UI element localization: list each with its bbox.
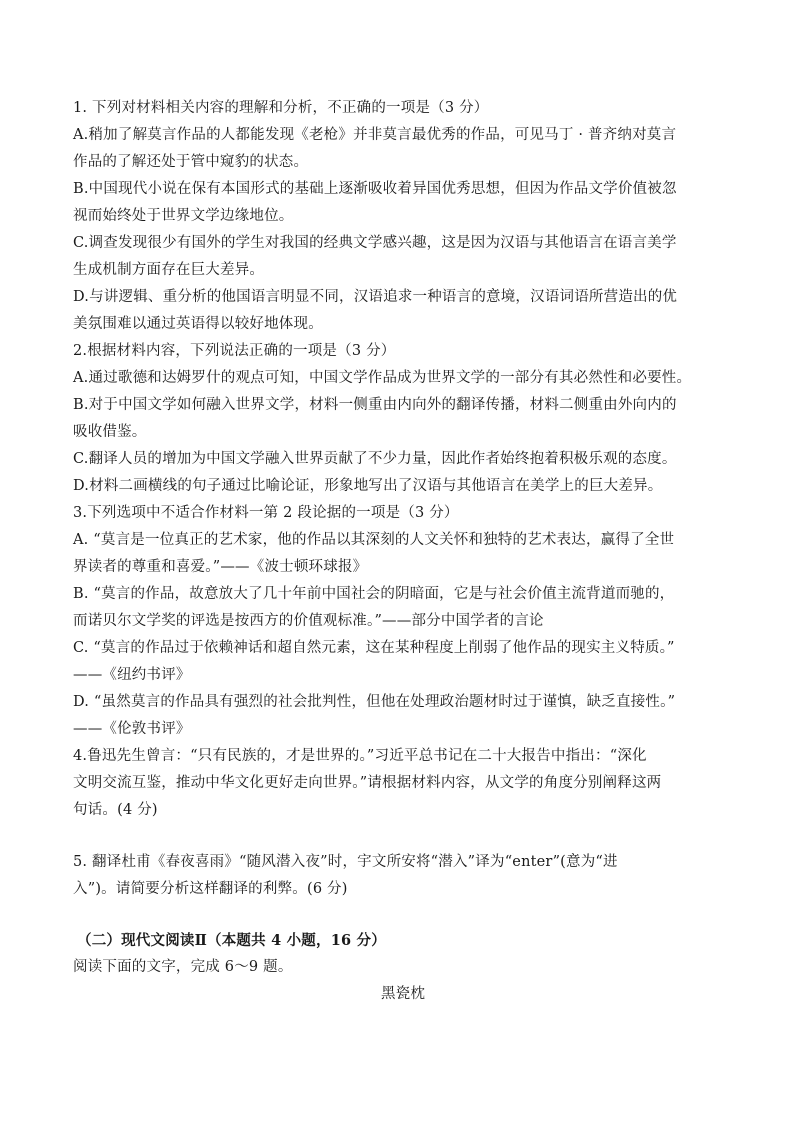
article-title: 黑瓷枕 bbox=[380, 986, 426, 1002]
q1-option-d-line2: 美氛围难以通过英语得以较好地体现。 bbox=[73, 316, 323, 332]
q4-line3: 句话。(4 分) bbox=[73, 802, 158, 818]
q2-option-a-line1: A.通过歌德和达姆罗什的观点可知，中国文学作品成为世界文学的一部分有其必然性和必要性。 bbox=[73, 370, 692, 386]
q3-stem: 3.下列选项中不适合作材料一第 2 段论据的一项是（3 分） bbox=[73, 505, 459, 521]
q3-option-d-line2: ——《伦敦书评》 bbox=[73, 721, 191, 737]
section-heading: （二）现代文阅读Ⅱ（本题共 4 小题，16 分） bbox=[77, 932, 386, 949]
q1-option-d-line1: D.与讲逻辑、重分析的他国语言明显不同，汉语追求一种语言的意境，汉语词语所营造出的优 bbox=[73, 289, 678, 305]
document-page bbox=[73, 95, 733, 1008]
q3-option-c-line2: ——《纽约书评》 bbox=[73, 667, 191, 683]
q1-stem: 1. 下列对材料相关内容的理解和分析，不正确的一项是（3 分） bbox=[73, 100, 489, 116]
q5-line1: 5. 翻译杜甫《春夜喜雨》“随风潜入夜”时，宇文所安将“潜入”译为“enter”(意为“进 bbox=[73, 854, 618, 870]
q1-option-b-line1: B.中国现代小说在保有本国形式的基础上逐渐吸收着异国优秀思想，但因为作品文学价值被忽 bbox=[73, 181, 677, 197]
q4-line2: 文明交流互鉴，推动中华文化更好走向世界。”请根据材料内容，从文学的角度分别阐释这两 bbox=[73, 775, 662, 791]
q3-option-b-line1: B. “莫言的作品，故意放大了几十年前中国社会的阴暗面，它是与社会价值主流背道而驰的， bbox=[73, 586, 675, 602]
q3-option-a-line1: A. “莫言是一位真正的艺术家，他的作品以其深刻的人文关怀和独特的艺术表达，赢得了全世 bbox=[73, 532, 675, 548]
q1-option-a-line1: A.稍加了解莫言作品的人都能发现《老枪》并非莫言最优秀的作品，可见马丁 · 普齐纳对莫言 bbox=[73, 127, 677, 143]
spacer bbox=[73, 903, 733, 927]
q2-option-b-line2: 吸收借鉴。 bbox=[73, 424, 147, 440]
q2-stem: 2.根据材料内容，下列说法正确的一项是（3 分） bbox=[73, 343, 396, 359]
q1-option-a-line2: 作品的了解还处于管中窥豹的状态。 bbox=[73, 154, 309, 170]
q3-option-a-line2: 界读者的尊重和喜爱。”——《波士顿环球报》 bbox=[73, 559, 368, 575]
q1-option-b-line2: 视而始终处于世界文学边缘地位。 bbox=[73, 208, 294, 224]
q2-option-c-line1: C.翻译人员的增加为中国文学融入世界贡献了不少力量，因此作者始终抱着积极乐观的态度。 bbox=[73, 451, 677, 467]
q2-option-d-line1: D.材料二画横线的句子通过比喻论证，形象地写出了汉语与其他语言在美学上的巨大差异。 bbox=[73, 478, 663, 494]
q3-option-d-line1: D. “虽然莫言的作品具有强烈的社会批判性，但他在处理政治题材时过于谨慎，缺乏直接性。” bbox=[73, 694, 676, 710]
q4-line1: 4.鲁迅先生曾言：“只有民族的，才是世界的。”习近平总书记在二十大报告中指出：“深化 bbox=[73, 748, 647, 764]
q1-option-c-line1: C.调查发现很少有国外的学生对我国的经典文学感兴趣，这是因为汉语与其他语言在语言美学 bbox=[73, 235, 677, 251]
spacer bbox=[73, 824, 733, 849]
q2-option-b-line1: B.对于中国文学如何融入世界文学，材料一侧重由内向外的翻译传播，材料二侧重由外向内的 bbox=[73, 397, 677, 413]
q3-option-c-line1: C. “莫言的作品过于依赖神话和超自然元素，这在某种程度上削弱了他作品的现实主义特质。” bbox=[73, 640, 675, 656]
q5-line2: 入”)。请简要分析这样翻译的利弊。(6 分) bbox=[73, 881, 348, 897]
q1-option-c-line2: 生成机制方面存在巨大差异。 bbox=[73, 262, 265, 278]
q3-option-b-line2: 而诺贝尔文学奖的评选是按西方的价值观标准。”——部分中国学者的言论 bbox=[73, 613, 544, 629]
section-instruction: 阅读下面的文字，完成 6～9 题。 bbox=[73, 959, 293, 975]
